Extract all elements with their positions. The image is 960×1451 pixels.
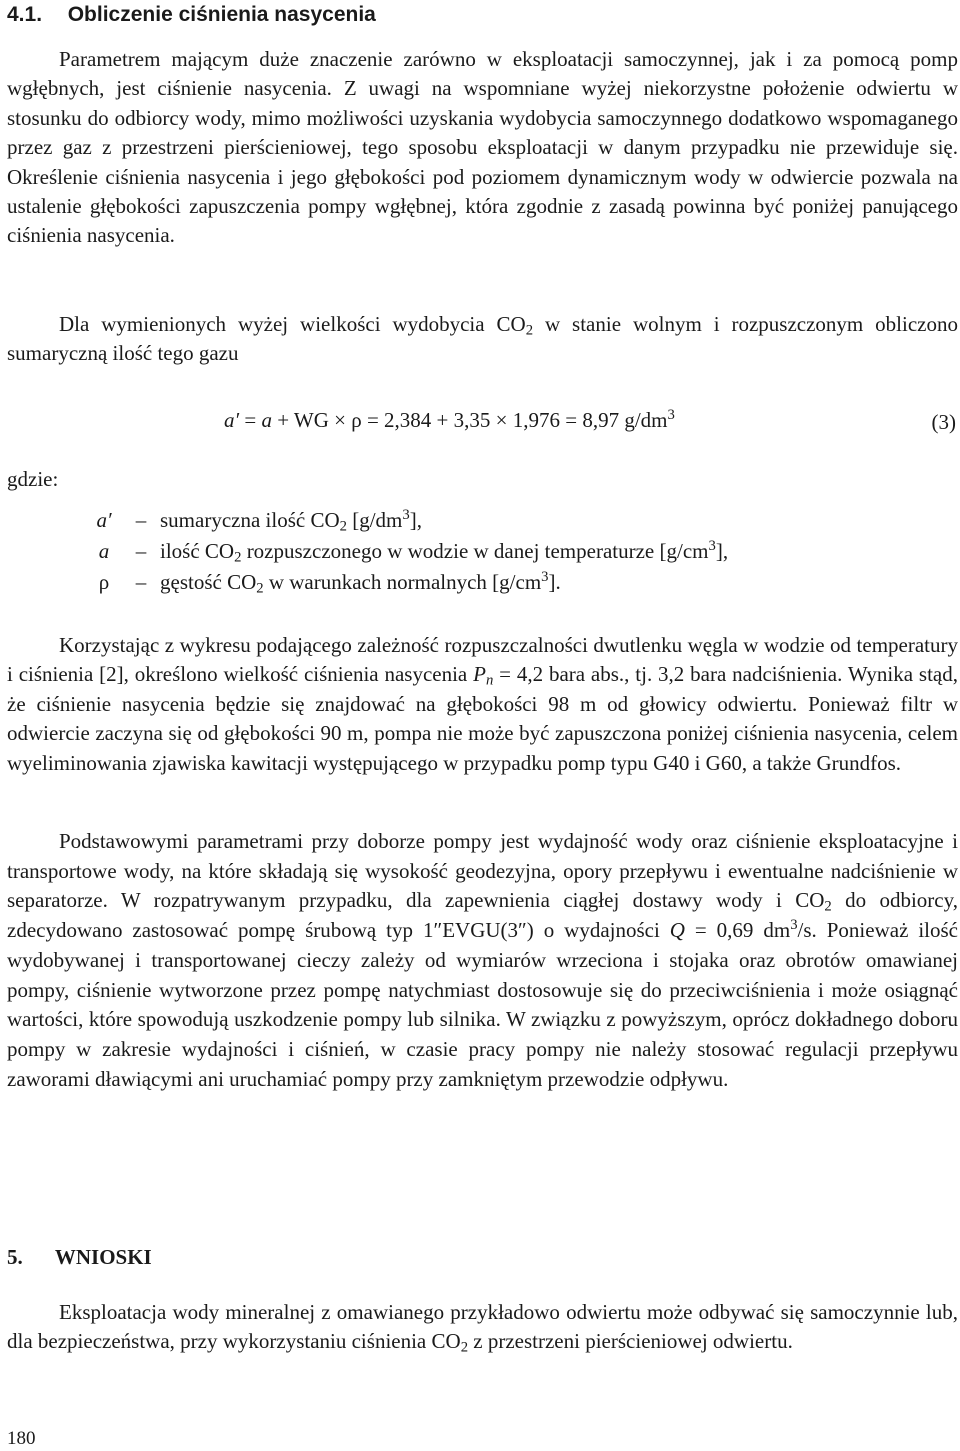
page-number: 180 xyxy=(7,1428,36,1449)
definition-a-prime: a′ – sumaryczna ilość $CO_2$ $[g/dm^3]$, xyxy=(96,506,422,535)
equation-number: (3) xyxy=(931,410,956,434)
paragraph-3: Korzystając z wykresu podającego zależność rozpuszczalności dwutlenku węgla w wodzie od temperatury i ciśnienia [2], określono wielkość ciśnienia nasycenia $P_n = 4,2$ bara abs., tj. 3,2 bara nadciśnienia. Wynika stąd, że ciśnienie nasycenia będzie się znajdować na głębokości 98 m od głowicy odwiertu. Ponieważ filtr w odwiercie zaczyna się od głębokości 90 m, pompa nie może być zapuszczona poniżej ciśnienia nasycenia, celem wyeliminowania zjawiska kawitacji występującego w przypadku pomp typu G40 i G60, a także Grundfos. xyxy=(7,633,958,775)
section-number: 4.1. xyxy=(7,3,43,26)
conclusions-paragraph: Eksploatacja wody mineralnej z omawianego przykładowo odwiertu może odbywać się samoczynnie lub, dla bezpieczeństwa, przy wykorzystaniu ciśnienia $CO_2$ z przestrzeni pierścieniowej odwiertu. xyxy=(7,1300,958,1357)
paragraph-4: Podstawowymi parametrami przy doborze pompy jest wydajność wody oraz ciśnienie eksploatacyjne i transportowe wody, na które składają się wysokość geodezyjna, opory przepływu i ewentualne nadciśnienie w separatorze. W rozpatrywanym przypadku, dla zapewnienia ciągłej dostawy wody i $CO_2$ do odbiorcy, zdecydowano zastosować pompę śrubową typ 1″EVGU(3″) o wydajności Q = 0,69 $dm^3/s$. Ponieważ ilość wydobywanej i transportowanej cieczy zależy od wymiarów wrzeciona i stojaka oraz obrotów omawianej pompy, ciśnienie wytworzone przez pompę natychmiast dostosowuje się do przeciwciśnienia i może osiągnąć wartości, które spowodują uszkodzenie pompy lub silnika. W związku z powyższym, oprócz dokładnego doboru pompy w zakresie wydajności i ciśnień, w czasie pracy pompy nie należy stosować regulacji przepływu zaworami dławiącymi ani uruchamiać pompy przy zamkniętym przewodzie odpływu. xyxy=(7,829,959,1091)
where-label: gdzie: xyxy=(7,467,59,491)
definition-a: a – ilość $CO_2$ rozpuszczonego w wodzie w danej temperaturze $[g/cm^3]$, xyxy=(98,537,729,566)
definition-rho: ρ – gęstość $CO_2$ w warunkach normalnych $[g/cm^3]$. xyxy=(98,568,561,597)
paragraph-1: Parametrem mającym duże znaczenie zarówno w eksploatacji samoczynnej, jak i za pomocą pomp wgłębnych, jest ciśnienie nasycenia. Z uwagi na wspomniane wyżej niekorzystne położenie odwiertu w stosunku do odbiorcy wody, mimo możliwości uzyskania wydobycia samoczynnego dodatkowo wspomaganego przez gaz z przestrzeni pierścieniowej, tego sposobu eksploatacji w danym przypadku nie przewiduje się. Określenie ciśnienia nasycenia i jego głębokości pod poziomem dynamicznym wody w odwiercie pozwala na ustalenie głębokości zapuszczenia pompy wgłębnej, która zgodnie z zasadą powinna być poniżej panującego ciśnienia nasycenia. xyxy=(7,47,958,248)
equation: a′ = a + WG × ρ = 2,384 + 3,35 × 1,976 = 8,97 $g/dm^3$ xyxy=(224,406,675,432)
conclusions-heading xyxy=(7,1244,152,1270)
conclusions-title: WNIOSKI xyxy=(54,1245,152,1269)
paragraph-2: Dla wymienionych wyżej wielkości wydobycia $CO_2$ w stanie wolnym i rozpuszczonym obliczono sumaryczną ilość tego gazu xyxy=(7,312,958,366)
conclusions-number: 5. xyxy=(7,1245,23,1269)
section-title: Obliczenie ciśnienia nasycenia xyxy=(67,3,376,26)
section-heading xyxy=(7,2,376,28)
